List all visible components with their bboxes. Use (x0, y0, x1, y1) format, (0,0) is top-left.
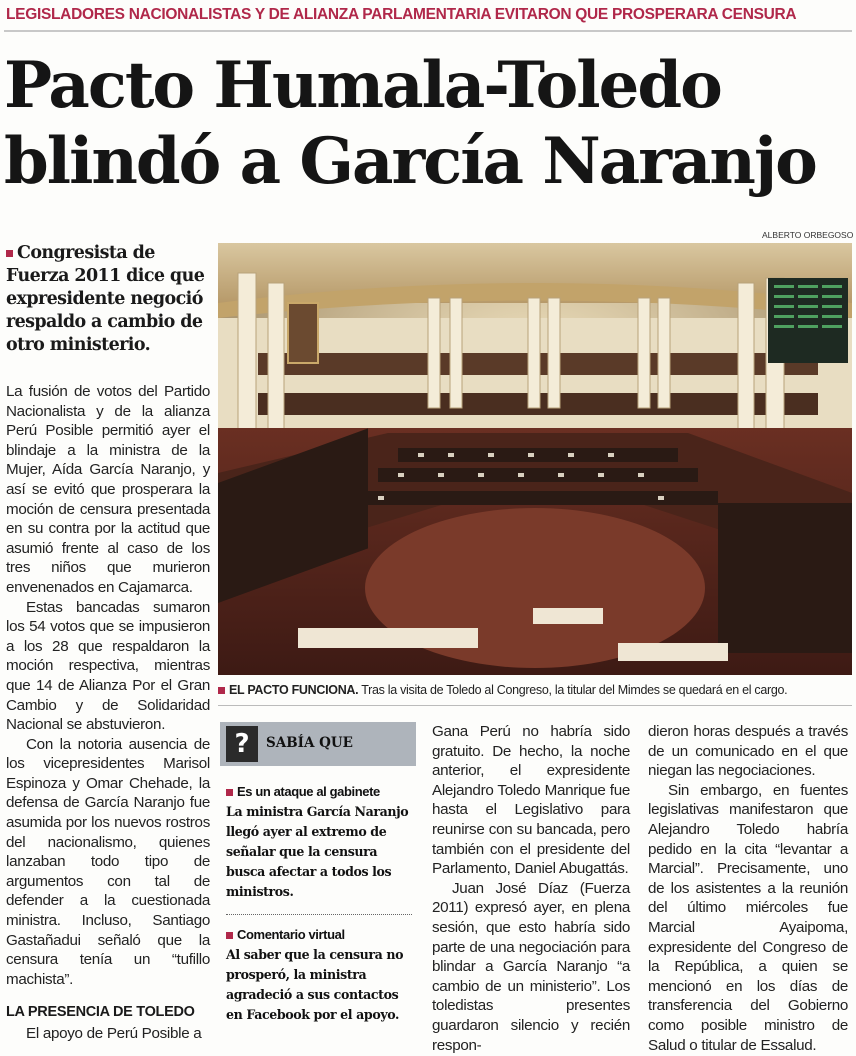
sidebar-header (220, 722, 416, 766)
sidebar-title: SABÍA QUE (266, 735, 353, 751)
photo-caption (218, 683, 852, 697)
headline-line-2: blindó a García Naranjo (4, 124, 816, 199)
caption-rule (218, 705, 852, 706)
column-1-paragraph-4: El apoyo de Perú Posible a (26, 1025, 202, 1042)
photo-credit: ALBERTO ORBEGOSO (762, 230, 854, 240)
column-1-paragraph-3: Con la notoria ausencia de los vicepresidentes Marisol Espinoza y Omar Chehade, la defensa de García Naranjo fue asumida por los nuevos rostros del nacionalismo, quienes lanzaban todo tipo de argumentos con tal de defender a la cuestionada ministra. Incluso, Santiago Gastañadui señaló que la censura tenía un “tufillo machista”. (6, 735, 210, 988)
congress-chamber-illustration (218, 243, 852, 675)
sidebar-item-2 (226, 925, 412, 1025)
question-mark-icon: ? (226, 726, 258, 762)
headline-line-1: Pacto Humala-Toledo (4, 48, 721, 123)
sidebar-item-1 (226, 782, 412, 902)
caption-text: Tras la visita de Toledo al Congreso, la titular del Mimdes se quedará en el cargo. (361, 683, 788, 697)
column-4-paragraph-2: Sin embargo, en fuentes legislativas manifestaron que Alejandro Toledo habría pedido en la cita “levantar a Marcial”. Precisamente, uno de los asistentes a la reunión del último miércoles fue Marcial Ayaipoma, expresidente del Congreso de la República, a quien se mencionó en los días de transferencia del Gobierno como posible ministro de Salud o titular de Essalud. (648, 781, 848, 1054)
kicker: LEGISLADORES NACIONALISTAS Y DE ALIANZA PARLAMENTARIA EVITARON QUE PROSPERARA CENSURA (6, 6, 797, 23)
sidebar-bullet-icon (226, 789, 233, 796)
column-1 (6, 382, 210, 989)
column-1-paragraph-1: La fusión de votos del Partido Nacionalista y de la alianza Perú Posible permitió ayer el blindaje a la ministra de la Mujer, Aída García Naranjo, y así se evitó que prosperara la moción de censura presentada en su contra por la actitud que asumió frente al caso de los tres niños que murieron envenenados en Cajamarca. (6, 383, 210, 596)
column-4 (648, 722, 848, 1055)
lead-paragraph (6, 242, 212, 357)
sidebar-item-2-title: Comentario virtual (237, 927, 345, 942)
sidebar-item-1-text: La ministra García Naranjo llegó ayer al extremo de señalar que la censura busca afectar a todos los ministros. (226, 804, 409, 899)
sidebar-item-2-text: Al saber que la censura no prosperó, la ministra agradeció a sus contactos en Facebook por el apoyo. (226, 947, 404, 1022)
column-3-paragraph-2: Juan José Díaz (Fuerza 2011) expresó ayer, en plena sesión, que esto habría sido parte de una negociación para blindar a García Naranjo “a cambio de un ministerio”. Los toledistas presentes guardaron silencio y recién respon- (432, 879, 630, 1054)
column-4-paragraph-1: dieron horas después a través de un comunicado en el que niegan las negociaciones. (648, 723, 848, 780)
sidebar-bullet-icon (226, 932, 233, 939)
congress-chamber-photo (218, 243, 852, 675)
bullet-square-icon (6, 250, 13, 257)
top-rule (4, 30, 852, 32)
column-1-paragraph-2: Estas bancadas sumaron los 54 votos que se impusieron a los 28 que respaldaron la moción respectiva, mientras que 14 de Alianza Por el Gran Cambio y de Solidaridad Nacional se abstuvieron. (6, 598, 210, 734)
headline (4, 48, 854, 200)
sidebar-box (220, 722, 416, 1052)
column-3 (432, 722, 630, 1055)
subhead: LA PRESENCIA DE TOLEDO (6, 1004, 195, 1020)
sidebar-body (226, 782, 412, 1025)
sidebar-divider (226, 914, 412, 915)
lead-text: Congresista de Fuerza 2011 dice que expresidente negoció respaldo a cambio de otro ministerio. (6, 243, 205, 355)
sidebar-item-1-title: Es un ataque al gabinete (237, 784, 380, 799)
column-1-continued (6, 1024, 210, 1044)
caption-bullet-icon (218, 687, 225, 694)
column-3-paragraph-1: Gana Perú no habría sido gratuito. De hecho, la noche anterior, el expresidente Alejandro Toledo Manrique fue hasta el Legislativo para reunirse con su bancada, pero también con el presidente del Parlamento, Daniel Abugattás. (432, 723, 630, 878)
caption-label: EL PACTO FUNCIONA. (229, 683, 359, 697)
